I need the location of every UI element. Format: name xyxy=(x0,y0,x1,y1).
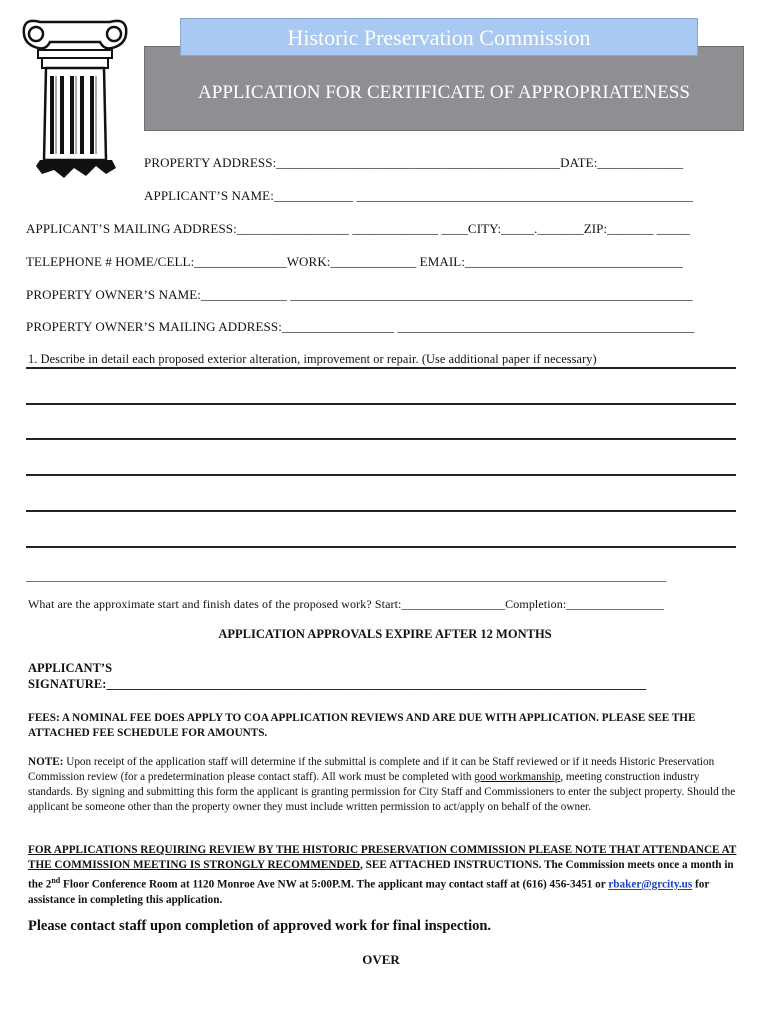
column-icon xyxy=(16,14,134,184)
answer-line[interactable] xyxy=(26,403,736,405)
answer-line[interactable] xyxy=(26,546,736,548)
signature-label: APPLICANT’S xyxy=(28,661,113,675)
answer-line[interactable] xyxy=(26,474,736,476)
work-dates-field[interactable]: What are the approximate start and finish dates of the proposed work? Start:_________________Completion:________________ xyxy=(28,597,664,611)
answer-line-extra[interactable]: _________________________________________________________________________________________________________ xyxy=(26,569,667,583)
final-inspection-notice: Please contact staff upon completion of approved work for final inspection. xyxy=(28,918,492,934)
staff-email-link[interactable]: rbaker@grcity.us xyxy=(608,878,693,891)
applicant-name-field[interactable]: APPLICANT’S NAME:____________ ___________________________________________________ xyxy=(144,188,694,203)
note-label: NOTE: xyxy=(28,756,64,768)
signature-field[interactable]: SIGNATURE:_____________________________________________________________________________________ xyxy=(28,677,647,691)
owner-mailing-address-field[interactable]: PROPERTY OWNER’S MAILING ADDRESS:_________________ _____________________________________________ xyxy=(26,319,695,334)
approvals-expire-notice: APPLICATION APPROVALS EXPIRE AFTER 12 MONTHS xyxy=(218,627,552,641)
answer-line[interactable] xyxy=(26,367,736,369)
answer-line[interactable] xyxy=(26,510,736,512)
telephone-field[interactable]: TELEPHONE # HOME/CELL:______________WORK:_____________ EMAIL:_________________________________ xyxy=(26,254,683,269)
note-paragraph: NOTE: Upon receipt of the application staff will determine if the submittal is complete and if it can be Staff reviewed or if it needs Historic Preservation Commission review (for a predetermination please contact staff). All work must be completed with good workmanship, meeting construction industry standards. By signing and submitting this form the applicant is granting permission for City Staff and Commissioners to enter the subject property. Should the applicant be someone other than the property owner they must include written permission to act/apply on behalf of the owner. xyxy=(28,756,736,813)
over-label: OVER xyxy=(362,952,400,967)
answer-line[interactable] xyxy=(26,438,736,440)
column-logo xyxy=(16,14,134,184)
question-1-label: 1. Describe in detail each proposed exterior alteration, improvement or repair. (Use additional paper if necessary) xyxy=(28,352,597,366)
commission-name: Historic Preservation Commission xyxy=(180,18,698,56)
property-address-field[interactable]: PROPERTY ADDRESS:___________________________________________DATE:_____________ xyxy=(144,155,684,170)
review-attendance-notice: FOR APPLICATIONS REQUIRING REVIEW BY THE HISTORIC PRESERVATION COMMISSION PLEASE NOTE THAT ATTENDANCE AT THE COMMISSION MEETING IS STRONGLY RECOMMENDED xyxy=(28,844,737,871)
form-title: APPLICATION FOR CERTIFICATE OF APPROPRIATENESS xyxy=(198,82,690,103)
review-paragraph: FOR APPLICATIONS REQUIRING REVIEW BY THE HISTORIC PRESERVATION COMMISSION PLEASE NOTE THAT ATTENDANCE AT THE COMMISSION MEETING IS STRONGLY RECOMMENDED, SEE ATTACHED INSTRUCTIONS. The Commission meets once a month in the 2nd Floor Conference Room at 1120 Monroe Ave NW at 5:00P.M. The applicant may contact staff at (616) 456-3451 or rbaker@grcity.us for assistance in completing this application. xyxy=(28,844,737,906)
fees-notice: FEES: A NOMINAL FEE DOES APPLY TO COA APPLICATION REVIEWS AND ARE DUE WITH APPLICATION. PLEASE SEE THE ATTACHED FEE SCHEDULE FOR AMOUNTS. xyxy=(28,712,696,739)
mailing-address-field[interactable]: APPLICANT’S MAILING ADDRESS:_________________ _____________ ____CITY:_____._______ZIP:_______ _____ xyxy=(26,221,690,236)
owner-name-field[interactable]: PROPERTY OWNER’S NAME:_____________ _____________________________________________________________ xyxy=(26,287,693,302)
